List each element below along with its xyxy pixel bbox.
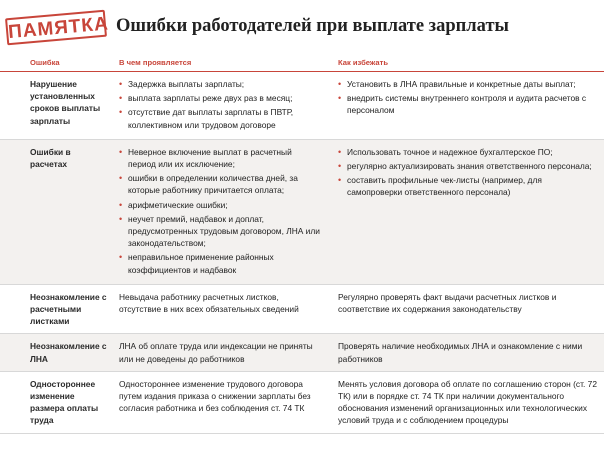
table-row <box>0 284 604 334</box>
avoid-cell <box>326 139 604 284</box>
list-item: • ошибки в определении количества дней, за которые работнику причитается оплата; <box>119 172 320 196</box>
avoid-cell: Менять условия договора об оплате по соглашению сторон (ст. 72 ТК) или в порядке ст. 74 ТК при наличии документального обоснования изменений организационных или технологических условий труда и с соблюдением процедуры <box>338 378 597 426</box>
list-item: • регулярно актуализировать знания ответственного персонала; <box>338 160 598 172</box>
header-manifest: В чем проявляется <box>119 57 192 67</box>
list-item: • Использовать точное и надежное бухгалтерское ПО; <box>338 146 598 158</box>
list-item: • выплата зарплаты реже двух раз в месяц; <box>119 92 320 104</box>
table-row <box>0 334 604 371</box>
manifest-cell: Невыдача работнику расчетных листков, отсутствие в них всех обязательных сведений <box>119 291 299 315</box>
error-cell: Неознакомление с расчетными листками <box>30 291 107 327</box>
list-item: • арифметические ошибки; <box>119 199 320 211</box>
table-row <box>0 72 604 140</box>
manifest-cell <box>113 72 326 140</box>
pamyatka-stamp: ПАМЯТКА <box>5 10 107 46</box>
table-header <box>0 54 604 72</box>
list-item: • Установить в ЛНА правильные и конкретные даты выплат; <box>338 78 598 90</box>
error-cell: Одностороннее изменение размера оплаты труда <box>30 378 99 426</box>
list-item: • отсутствие дат выплаты зарплаты в ПВТР, коллективном или трудовом договоре <box>119 106 320 130</box>
header-error: Ошибка <box>30 57 60 67</box>
manifest-cell <box>113 139 326 284</box>
table-row <box>0 139 604 284</box>
list-item: • неправильное применение районных коэффициентов и надбавок <box>119 251 320 275</box>
header-avoid: Как избежать <box>338 57 389 67</box>
table-row <box>0 371 604 433</box>
avoid-cell: Проверять наличие необходимых ЛНА и ознакомление с ними работников <box>338 341 583 364</box>
error-cell: Неознакомление с ЛНА <box>30 341 107 364</box>
list-item: • внедрить системы внутреннего контроля и аудита расчетов с персоналом <box>338 92 598 116</box>
manifest-cell: ЛНА об оплате труда или индексации не приняты или не доведены до работников <box>119 341 313 364</box>
list-item: • Неверное включение выплат в расчетный период или их исключение; <box>119 146 320 170</box>
error-cell: Нарушение установленных сроков выплаты зарплаты <box>30 79 101 126</box>
avoid-cell: Регулярно проверять факт выдачи расчетных листков и соответствие их содержания законодательству <box>338 291 557 315</box>
errors-table <box>0 54 604 434</box>
error-cell: Ошибки в расчетах <box>30 146 71 170</box>
page-title: Ошибки работодателей при выплате зарплаты <box>116 16 509 36</box>
avoid-cell <box>326 72 604 140</box>
list-item: • составить профильные чек-листы (например, для самопроверки ответственного персонала) <box>338 174 598 198</box>
manifest-cell: Одностороннее изменение трудового договора путем издания приказа о снижении зарплаты без согласия работника и без соблюдения ст. 74 ТК <box>119 378 311 414</box>
list-item: • неучет премий, надбавок и доплат, предусмотренных трудовым договором, ЛНА или законодательством; <box>119 213 320 250</box>
list-item: • Задержка выплаты зарплаты; <box>119 78 320 90</box>
